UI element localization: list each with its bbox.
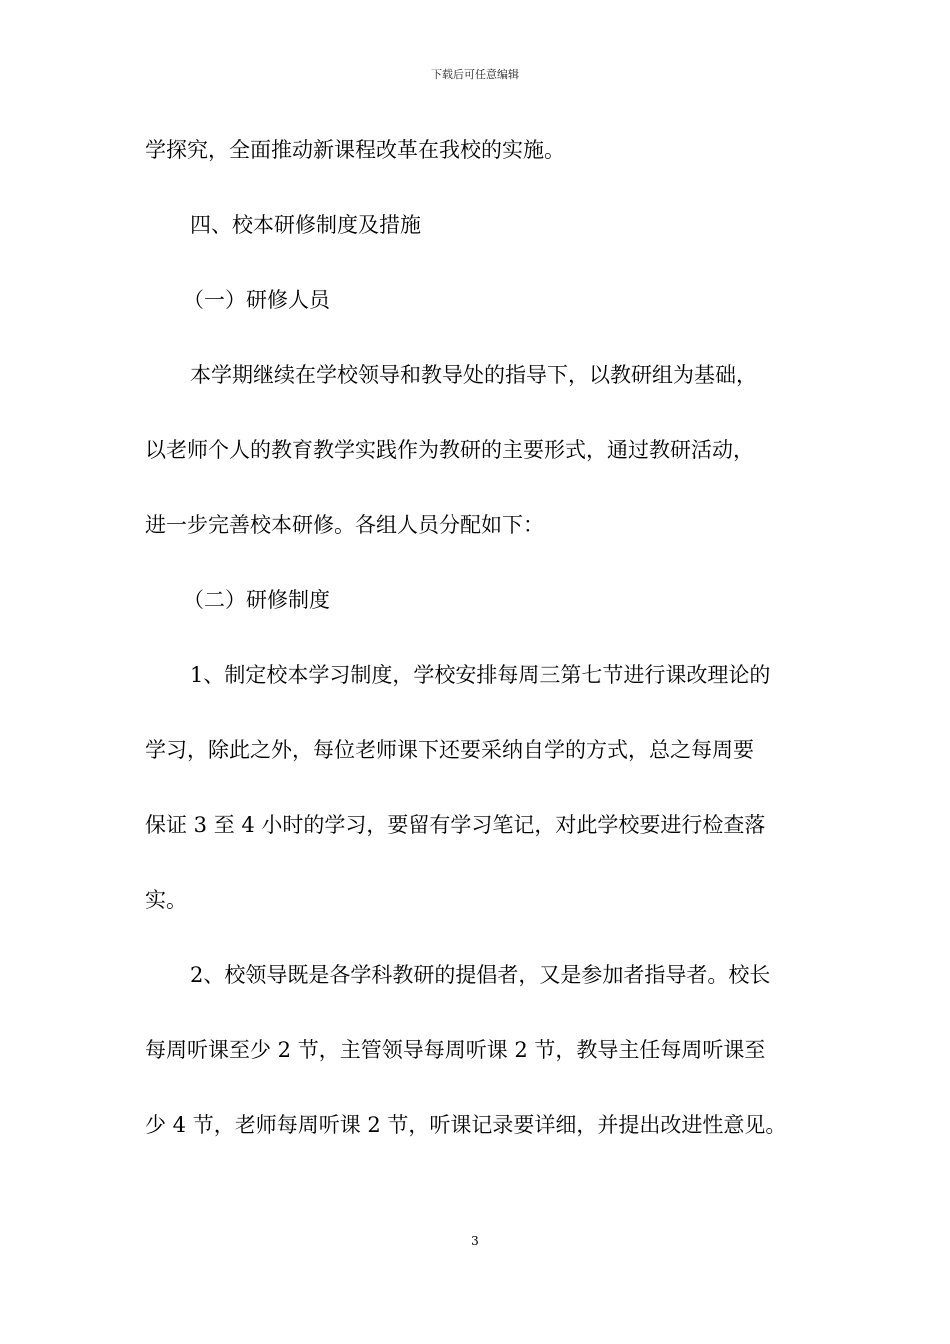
body-line-9: 学习，除此之外，每位老师课下还要采纳自学的方式，总之每周要 <box>145 738 754 762</box>
body-line-14: 少 4 节，老师每周听课 2 节，听课记录要详细，并提出改进性意见。 <box>145 1113 787 1137</box>
section-heading-4: 四、校本研修制度及措施 <box>190 213 421 237</box>
body-line-5: 以老师个人的教育教学实践作为教研的主要形式，通过教研活动， <box>145 438 754 462</box>
body-line-11: 实。 <box>145 888 187 912</box>
body-line-4: 本学期继续在学校领导和教导处的指导下，以教研组为基础， <box>190 363 757 387</box>
subheading-personnel: （一）研修人员 <box>183 288 330 312</box>
page-header: 下载后可任意编辑 <box>431 68 519 81</box>
body-line-10: 保证 3 至 4 小时的学习，要留有学习笔记，对此学校要进行检查落 <box>145 813 766 837</box>
body-line-13: 每周听课至少 2 节，主管领导每周听课 2 节，教导主任每周听课至 <box>145 1038 766 1062</box>
body-line-6: 进一步完善校本研修。各组人员分配如下： <box>145 513 544 537</box>
body-line-8: 1、制定校本学习制度，学校安排每周三第七节进行课改理论的 <box>190 663 771 687</box>
subheading-system: （二）研修制度 <box>183 588 330 612</box>
body-line-12: 2、校领导既是各学科教研的提倡者，又是参加者指导者。校长 <box>190 963 771 987</box>
body-line-1: 学探究，全面推动新课程改革在我校的实施。 <box>145 138 565 162</box>
page-number: 3 <box>471 1234 479 1248</box>
